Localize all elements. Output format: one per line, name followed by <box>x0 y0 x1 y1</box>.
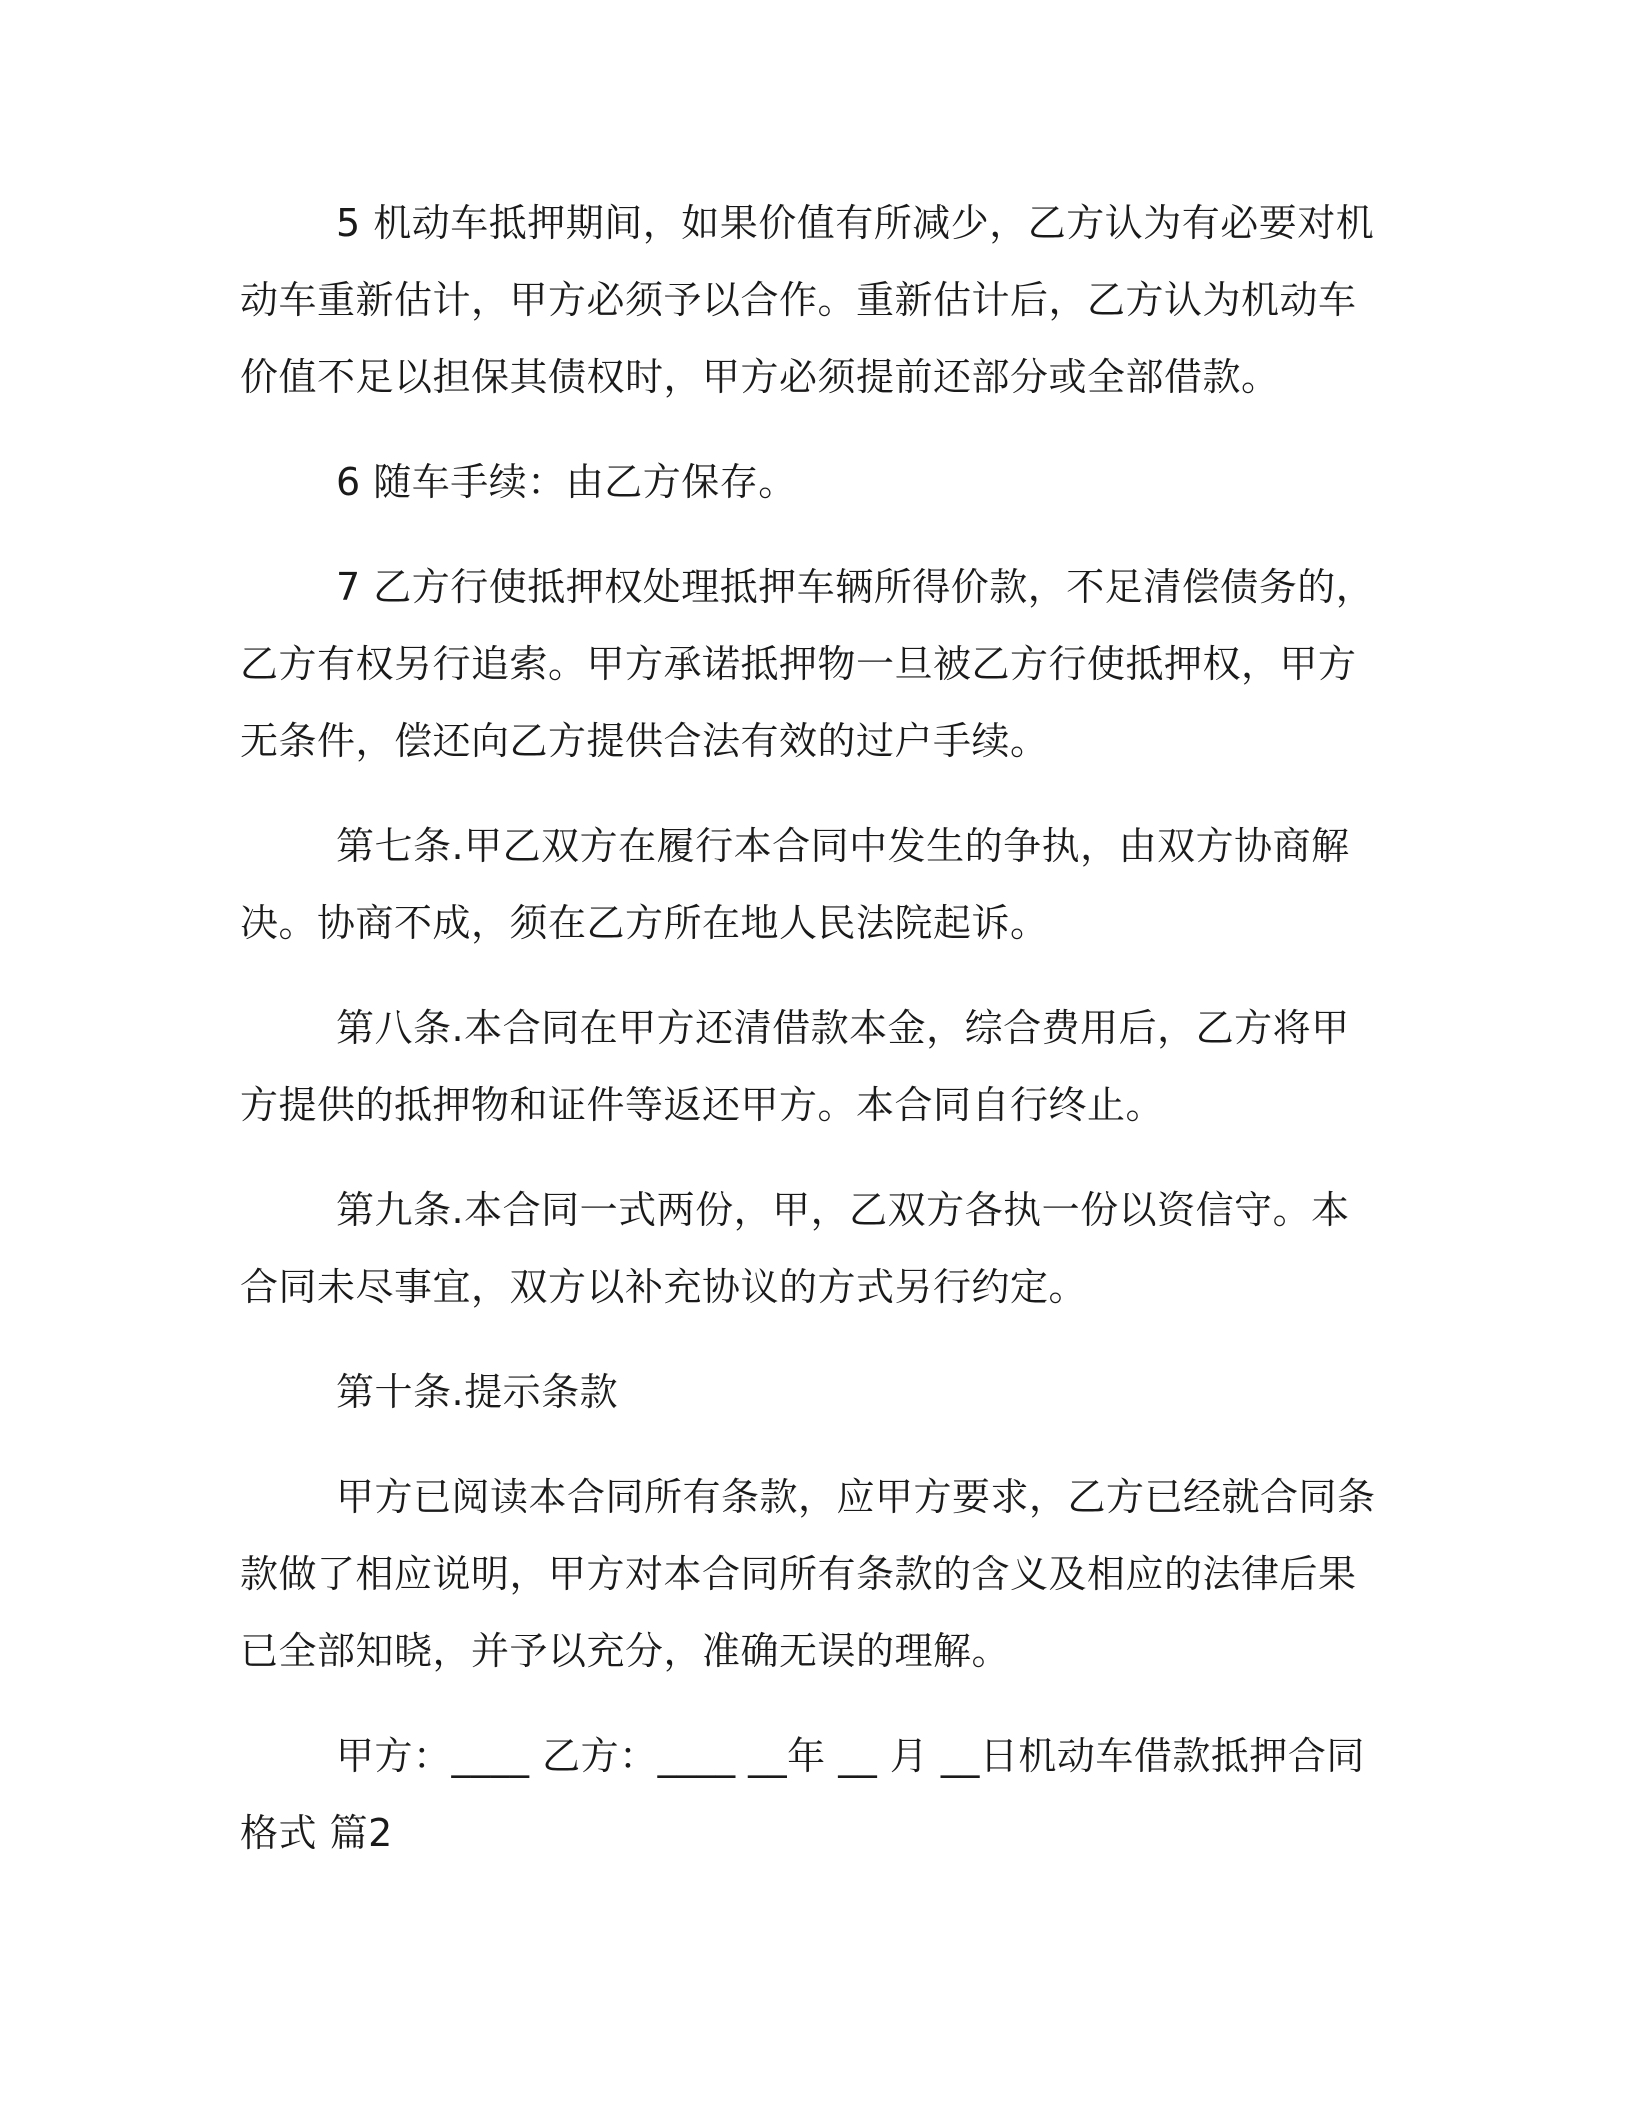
paragraph-article-8: 第八条.本合同在甲方还清借款本金，综合费用后，乙方将甲方提供的抵押物和证件等返还甲方。本合同自行终止。 <box>240 1006 1350 1127</box>
paragraph-notice-clause: 甲方已阅读本合同所有条款，应甲方要求，乙方已经就合同条款做了相应说明，甲方对本合同所有条款的含义及相应的法律后果已全部知晓，并予以充分，准确无误的理解。 <box>240 1475 1376 1673</box>
paragraph-item-7: 7 乙方行使抵押权处理抵押车辆所得价款，不足清偿债务的，乙方有权另行追索。甲方承诺抵押物一旦被乙方行使抵押权，甲方无条件，偿还向乙方提供合法有效的过户手续。 <box>240 565 1375 763</box>
paragraph-article-7: 第七条.甲乙双方在履行本合同中发生的争执，由双方协商解决。协商不成，须在乙方所在地人民法院起诉。 <box>240 824 1350 945</box>
paragraph-item-6: 6 随车手续：由乙方保存。 <box>336 460 797 504</box>
document-body <box>240 185 1380 1872</box>
paragraph-item-5: 5 机动车抵押期间，如果价值有所减少，乙方认为有必要对机动车重新估计，甲方必须予以合作。重新估计后，乙方认为机动车价值不足以担保其债权时，甲方必须提前还部分或全部借款。 <box>240 201 1375 399</box>
paragraph-article-9: 第九条.本合同一式两份，甲，乙双方各执一份以资信守。本合同未尽事宜，双方以补充协议的方式另行约定。 <box>240 1188 1350 1309</box>
paragraph-article-10-heading: 第十条.提示条款 <box>336 1370 619 1414</box>
paragraph-signature-line: 甲方：____ 乙方：____ __年 __ 月 __日机动车借款抵押合同格式 篇2 <box>240 1734 1365 1855</box>
